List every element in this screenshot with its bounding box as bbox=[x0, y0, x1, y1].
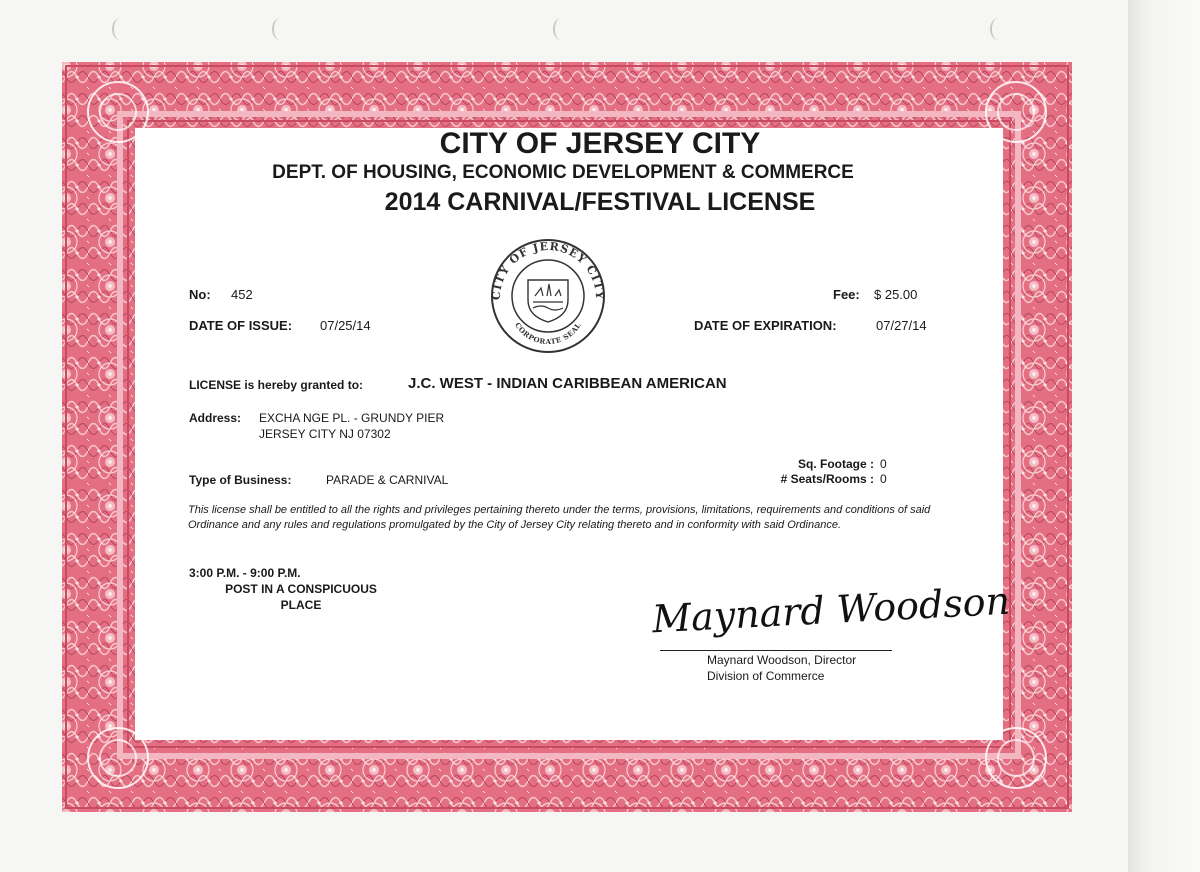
post-notice-line-2: PLACE bbox=[280, 598, 322, 612]
address-line-2: JERSEY CITY NJ 07302 bbox=[259, 427, 391, 441]
seats-rooms-label: # Seats/Rooms : bbox=[780, 472, 874, 486]
signer-division: Division of Commerce bbox=[707, 669, 825, 683]
expiration-date-label: DATE OF EXPIRATION: bbox=[694, 318, 837, 333]
post-notice-line-1: POST IN A CONSPICUOUS bbox=[225, 582, 377, 596]
license-number-value: 452 bbox=[231, 287, 253, 302]
business-type-label: Type of Business: bbox=[189, 473, 292, 487]
issue-date-value: 07/25/14 bbox=[320, 318, 371, 333]
business-type-value: PARADE & CARNIVAL bbox=[326, 473, 449, 487]
grantee-name: J.C. WEST - INDIAN CARIBBEAN AMERICAN bbox=[408, 375, 727, 392]
city-title: CITY OF JERSEY CITY bbox=[439, 127, 761, 160]
license-number-label: No: bbox=[189, 287, 211, 302]
sq-footage-value: 0 bbox=[880, 457, 887, 471]
address-label: Address: bbox=[189, 411, 242, 425]
signer-name: Maynard Woodson, Director bbox=[707, 653, 857, 667]
city-seal bbox=[483, 236, 613, 356]
license-title: 2014 CARNIVAL/FESTIVAL LICENSE bbox=[384, 188, 816, 216]
fee-value: $ 25.00 bbox=[874, 287, 918, 302]
director-signature: Maynard Woodson bbox=[651, 578, 1012, 642]
grantee-label: LICENSE is hereby granted to: bbox=[189, 378, 364, 392]
seats-rooms-value: 0 bbox=[880, 472, 887, 486]
address-line-1: EXCHA NGE PL. - GRUNDY PIER bbox=[259, 411, 445, 425]
department-title: DEPT. OF HOUSING, ECONOMIC DEVELOPMENT & COMMERCE bbox=[272, 162, 854, 183]
fee-label: Fee: bbox=[833, 287, 860, 302]
seal-bottom-text: CORPORATE SEAL bbox=[513, 320, 583, 347]
issue-date-label: DATE OF ISSUE: bbox=[189, 318, 293, 333]
sq-footage-label: Sq. Footage : bbox=[798, 457, 874, 471]
seal-top-text: CITY OF JERSEY CITY bbox=[489, 239, 607, 301]
hours-text: 3:00 P.M. - 9:00 P.M. bbox=[189, 566, 301, 580]
license-terms-text: This license shall be entitled to all the rights and privileges pertaining thereto under the terms, provisions, limitations, requirements and conditions of said Ordinance and any rules and regulations promulgated by the City of Jersey City relating thereto and in conformity with said Ordinance. bbox=[188, 504, 931, 531]
expiration-date-value: 07/27/14 bbox=[876, 318, 927, 333]
signature-line bbox=[660, 650, 892, 651]
